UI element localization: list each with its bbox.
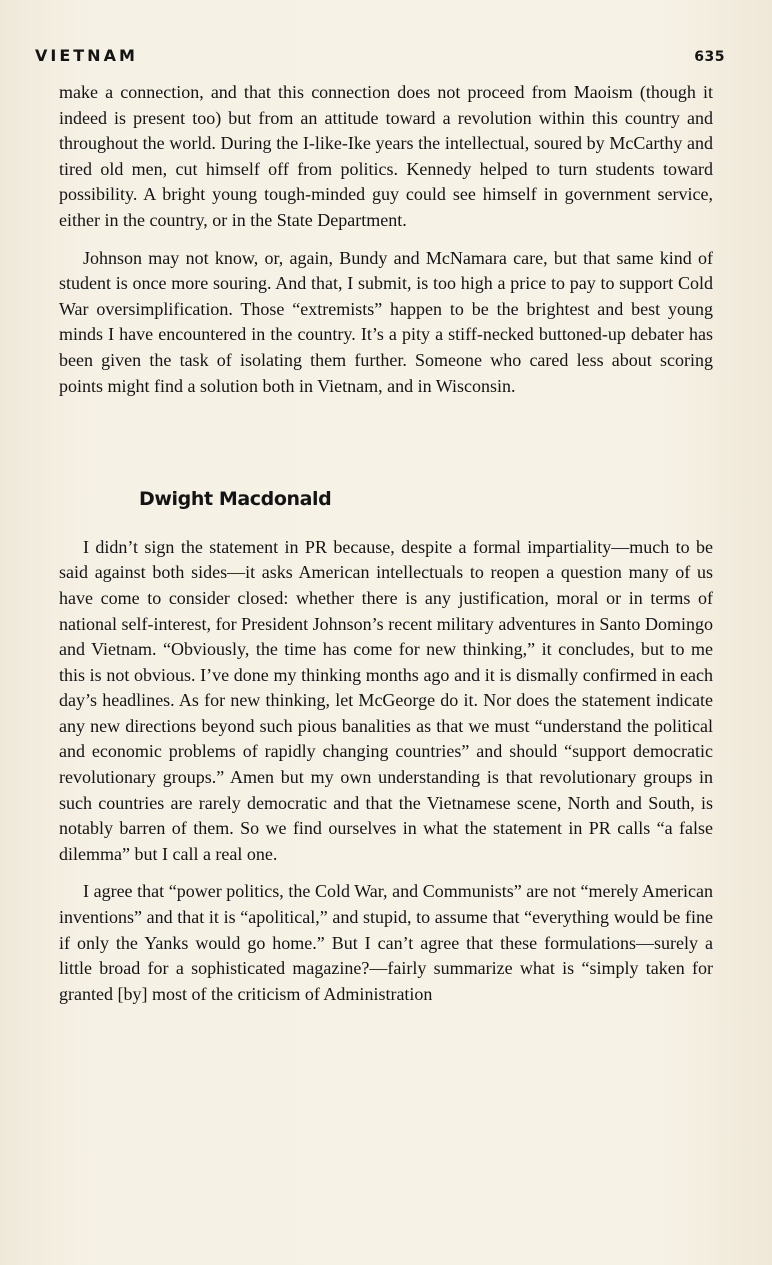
page-number: 635 [694,49,725,65]
paragraph: I didn’t sign the statement in PR because, despite a formal impartiality—much to be said against both sides—it asks American intellectuals to reopen a question many of us have come to consider closed: whether there is any justification, moral or in terms of national self-interest, for President Johnson’s recent military adventures in Santo Domingo and Vietnam. “Obviously, the time has come for new thinking,” it concludes, but to me this is not obvious. I’ve done my thinking months ago and it is dismally confirmed in each day’s headlines. As for new thinking, let McGeorge do it. Nor does the statement indicate any new directions beyond such pious banalities as that we must “understand the political and economic problems of rapidly changing countries” and should “support democratic revolutionary groups.” Amen but my own understanding is that revolutionary groups in such countries are rarely democratic and that the Vietnamese scene, North and South, is notably barren of them. So we find ourselves in what the statement in PR calls “a false dilemma” but I call a real one. [59,536,713,864]
paragraph: make a connection, and that this connection does not proceed from Maoism (though it indeed is present too) but from an attitude toward a revolution within this country and throughout the world. During the I-like-Ike years the intellectual, soured by McCarthy and tired old men, cut himself off from politics. Kennedy helped to turn students toward possibility. A bright young tough-minded guy could see himself in government service, either in the country, or in the State Department. [59,82,713,230]
running-title: VIETNAM [35,46,138,65]
article-text [59,80,713,1007]
author-heading: Dwight Macdonald [139,488,332,511]
running-head [35,46,725,80]
paragraph: Johnson may not know, or, again, Bundy and McNamara care, but that same kind of student is once more souring. And that, I submit, is too high a price to pay to support Cold War oversimplification. Those “extremists” happen to be the brightest and best young minds I have encountered in the country. It’s a pity a stiff-necked buttoned-up debater has been given the task of isolating them further. Someone who cared less about scoring points might find a solution both in Vietnam, and in Wisconsin. [59,247,713,396]
paragraph: I agree that “power politics, the Cold War, and Communists” are not “merely American inventions” and that it is “apolitical,” and stupid, to assume that “everything would be fine if only the Yanks would go home.” But I can’t agree that these formulations—surely a little broad for a sophisticated magazine?—fairly summarize what is “simply taken for granted [by] most of the criticism of Administration [59,881,713,1004]
